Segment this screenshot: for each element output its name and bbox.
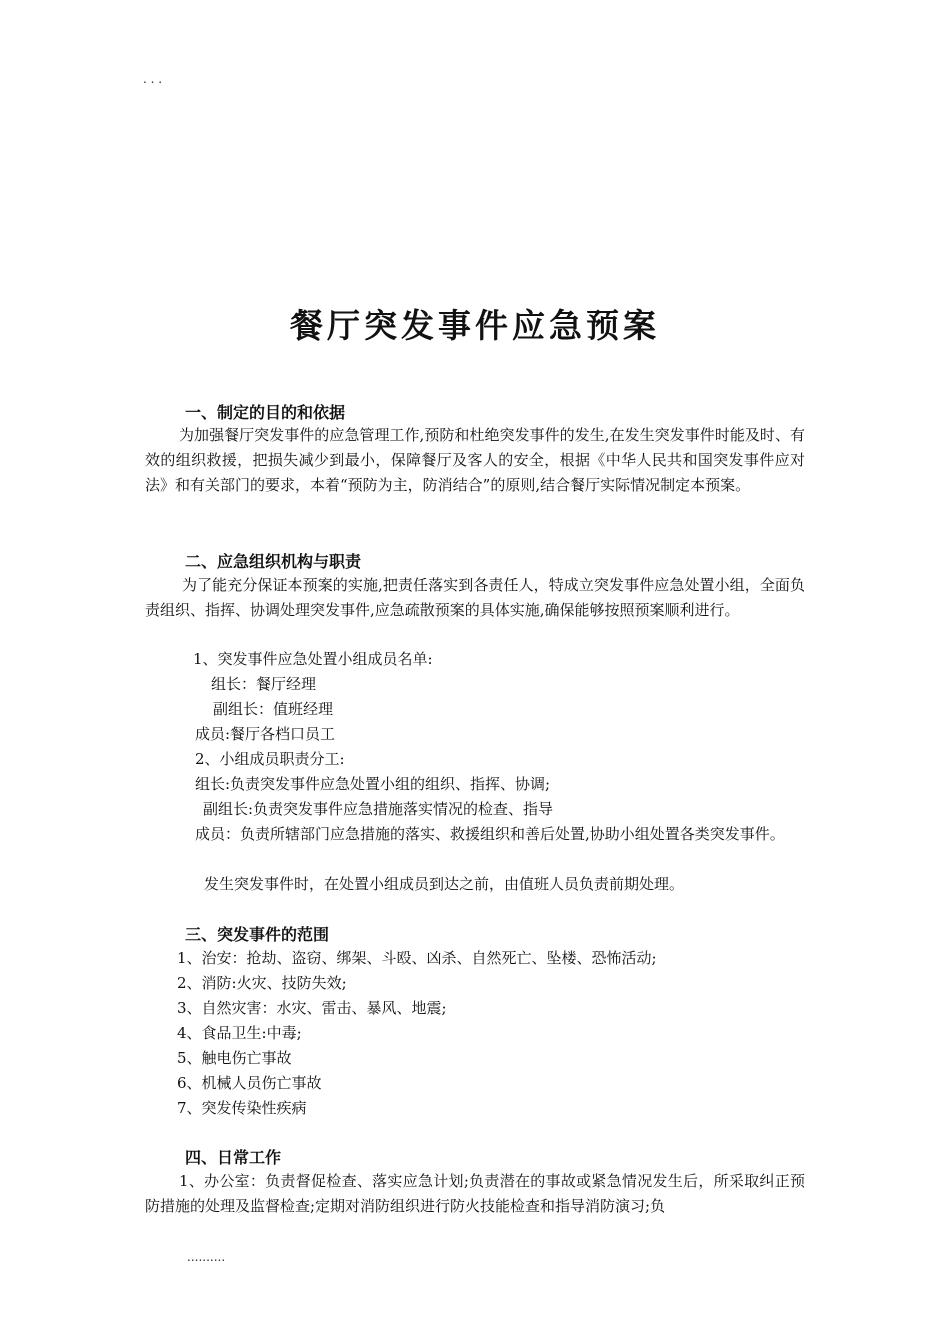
section-3-item: 7、突发传染性疾病	[177, 1099, 307, 1117]
section-3-item: 3、自然灾害：水灾、雷击、暴风、地震;	[177, 999, 447, 1017]
section-3-item: 5、触电伤亡事故	[177, 1049, 292, 1067]
section-2-line: 组长:负责突发事件应急处置小组的组织、指挥、协调;	[195, 775, 551, 793]
section-2-line: 2、小组成员职责分工:	[195, 750, 345, 768]
section-4-heading: 四、日常工作	[185, 1148, 282, 1167]
section-2-line: 1、突发事件应急处置小组成员名单:	[193, 650, 433, 668]
section-3-heading: 三、突发事件的范围	[185, 925, 330, 944]
section-2-line: 副组长：值班经理	[213, 700, 334, 718]
page-title: 餐厅突发事件应急预案	[290, 306, 660, 345]
section-1-paragraph: 为加强餐厅突发事件的应急管理工作,预防和杜绝突发事件的发生,在发生突发事件时能及时、有效的组织救援，把损失减少到最小，保障餐厅及客人的安全，根据《中华人民共和国突发事件应对法》和有关部门的要求，本着“预防为主，防消结合”的原则,结合餐厅实际情况制定本预案。	[145, 426, 805, 494]
section-2-closing: 发生突发事件时，在处置小组成员到达之前，由值班人员负责前期处理。	[204, 875, 685, 893]
section-2-line: 组长：餐厅经理	[211, 675, 317, 693]
footer-dots: ..........	[187, 1250, 226, 1264]
section-2-line: 成员:餐厅各档口员工	[195, 725, 336, 743]
header-dots: . . .	[143, 72, 163, 86]
section-3-item: 4、食品卫生:中毒;	[177, 1024, 302, 1042]
section-3-item: 2、消防:火灾、技防失效;	[177, 974, 347, 992]
section-1-heading: 一、制定的目的和依据	[185, 403, 346, 422]
section-2-line: 副组长:负责突发事件应急措施落实情况的检查、指导	[203, 800, 554, 818]
section-4-paragraph: 1、办公室：负责督促检查、落实应急计划;负责潜在的事故或紧急情况发生后，所采取纠正预防措施的处理及监督检查;定期对消防组织进行防火技能检查和指导消防演习;负	[145, 1172, 805, 1215]
section-2-paragraph: 为了能充分保证本预案的实施,把责任落实到各责任人，特成立突发事件应急处置小组，全面负责组织、指挥、协调处理突发事件,应急疏散预案的具体实施,确保能够按照预案顺利进行。	[145, 576, 805, 619]
section-3-item: 6、机械人员伤亡事故	[177, 1074, 322, 1092]
section-3-item: 1、治安：抢劫、盗窃、绑架、斗殴、凶杀、自然死亡、坠楼、恐怖活动;	[177, 949, 657, 967]
section-2-heading: 二、应急组织机构与职责	[185, 552, 362, 571]
section-2-members-paragraph: 成员：负责所辖部门应急措施的落实、救援组织和善后处置,协助小组处置各类突发事件。	[195, 825, 785, 843]
